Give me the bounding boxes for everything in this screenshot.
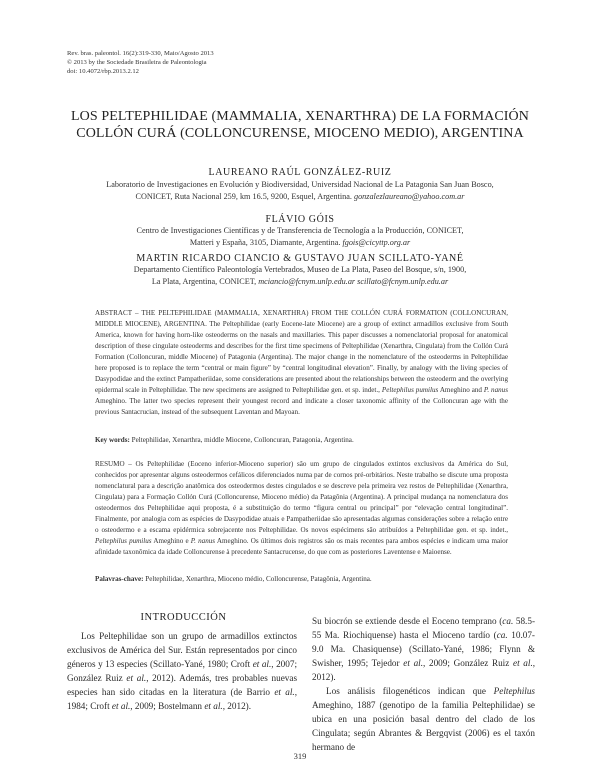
abstract: ABSTRACT – THE PELTEPHILIDAE (MAMMALIA, XENARTHRA) FROM THE COLLÓN CURÁ FORMATION (COLLONCURAN, MIDDLE MIOCENE), ARGENTINA. The Peltephilidae (early Eocene-late Miocene) are a group of extinct armadillos exclusive from South America, known for having horn-like osteoderms on the nasals and maxillaries. This paper discusses a nomenclatorial proposal for anatomical description of these cingulate osteoderms and describes for the first time specimens of Peltephilidae (Xenarthra, Cingulata) from the Collón Curá Formation (Colloncuran, middle Miocene) of Patagonia (Argentina). The major change in the nomenclature of the osteoderms in Peltephilidae here proposed is to replace the term “central or main figure” by “central longitudinal elevation”. Finally, by analogy with the living species of Dasypodidae and the extinct Pampatheriidae, some considerations are presented about the relationships between the osteoderm and the overlying epidermal scale in Peltephilidae. The new specimens are assigned to Peltephilidae gen. et sp. indet., Peltephilus pumilus Ameghino and P. nanus Ameghino. The latter two species represent their youngest record and indicate a closer taxonomic affinity of the Colloncuran age with the previous Santacrucian, instead of the subsequent Laventan and Mayoan. — [95, 309, 508, 416]
author-1-affiliation — [60, 179, 540, 202]
header-copyright: © 2013 by the Sociedade Brasileira de Paleontologia — [67, 59, 207, 66]
affiliation-line: CONICET, Ruta Nacional 259, km 16.5, 9200, Esquel, Argentina. gonzalezlaureano@yahoo.com.ar — [135, 191, 465, 201]
author-2-name: FLÁVIO GÓIS — [265, 214, 335, 225]
keywords: Key words: Peltephilidae, Xenarthra, middle Miocene, Colloncuran, Patagonia, Argentina. — [95, 436, 354, 444]
affiliation-line: Centro de Investigaciones Científicas y de Transferencia de Tecnología a la Producción, CONICET, — [136, 226, 464, 235]
author-1-name: LAUREANO RAÚL GONZÁLEZ-RUIZ — [208, 167, 392, 178]
header-doi: doi: 10.4072/rbp.2013.2.12 — [67, 68, 139, 75]
paragraph: Los análisis filogenéticos indican que Peltephilus Ameghino, 1887 (genotipo de la familia Peltephilidae) se ubica en una posición basal dentro del clado de los Cingulata; según Abrantes & Bergqvist (2006) es el taxón hermano de — [312, 686, 536, 752]
palavras-chave-label: Palavras-chave: — [95, 575, 144, 583]
author-2-affiliation — [60, 225, 540, 248]
resumo-label: RESUMO – — [95, 460, 132, 468]
journal-header — [67, 49, 214, 76]
resumo: RESUMO – Os Peltephilidae (Eoceno inferior-Mioceno superior) são um grupo de cingulados extintos exclusivos da América do Sul, conhecidos por apresentar alguns osteodermos cefálicos diferenciados numa par de cornos pré-orbitários. Neste trabalho se discute uma proposta nomenclatural para a descrição anatômica dos osteodermos destes cingulados e se descreve pela primeira vez restos de Peltephilidae (Xenarthra, Cingulata) para a Formação Collón Curá (Colloncurense, Mioceno médio) da Patagônia (Argentina). A principal mudança na nomenclatura dos osteodermos dos Peltephilidae aqui proposta, é a substituição do termo “figura central ou principal” por “elevação central longitudinal”. Finalmente, por analogia com as espécies de Dasypodidae atuais e Pampatheriidae são apresentadas algumas considerações sobre a relação entre o osteodermo e a escama epidérmica sobrejacente nos Peltephilidae. Os novos espécimens são atribuídos a Peltephilidae gen. et sp. indet., Peltephilus pumilus Ameghino e P. nanus Ameghino. Os últimos dois registros são os mais recentes para ambos espécies e indicam uma maior afinidade taxonômica da idade Colloncurense à precedente Santacrucense, do que com as posteriores Laventense e Maioense. — [95, 460, 508, 556]
section-heading-introduccion: INTRODUCCIÓN — [140, 612, 227, 623]
affiliation-line: Departamento Científico Paleontología Vertebrados, Museo de La Plata, Paseo del Bosque, s/n, 1900, — [133, 265, 467, 274]
right-column — [312, 614, 535, 754]
author-3-name: MARTIN RICARDO CIANCIO & GUSTAVO JUAN SCILLATO-YANÉ — [136, 253, 464, 264]
paragraph: Su biocrón se extiende desde el Eoceno temprano (ca. 58.5-55 Ma. Riochiquense) hasta el Mioceno tardío (ca. 10.07-9.0 Ma. Chasiquense) (Scillato-Yané, 1986; Flynn & Swisher, 1995; Tejedor et al., 2009; González Ruiz et al., 2012). — [312, 616, 536, 682]
paragraph: Los Peltephilidae son un grupo de armadillos extinctos exclusivos de América del Sur. Están representados por cinco géneros y 13 especies (Scillato-Yané, 1980; Croft et al., 2007; González Ruiz et al., 2012). Además, tres probables nuevas especies han sido citadas en la literatura (de Barrio et al., 1984; Croft et al., 2009; Bostelmann et al., 2012). — [67, 631, 298, 711]
affiliation-line: Matteri y España, 3105, Diamante, Argentina. fgois@cicyttp.org.ar — [189, 237, 411, 247]
left-column — [67, 629, 297, 713]
page-number: 319 — [293, 751, 307, 761]
author-3-affiliation — [60, 264, 540, 287]
affiliation-line: La Plata, Argentina, CONICET, mciancio@fcnym.unlp.edu.ar scillato@fcnym.unlp.edu.ar — [151, 276, 449, 286]
keywords-label: Key words: — [95, 436, 130, 444]
article-title — [60, 108, 540, 142]
abstract-label: ABSTRACT – — [95, 309, 139, 317]
title-line-2: COLLÓN CURÁ (COLLONCURENSE, MIOCENO MEDIO), ARGENTINA — [76, 126, 524, 141]
author-3-email[interactable]: mciancio@fcnym.unlp.edu.ar scillato@fcnym.unlp.edu.ar — [258, 276, 449, 286]
author-1-email[interactable]: gonzalezlaureano@yahoo.com.ar — [353, 191, 465, 201]
affiliation-line: Laboratorio de Investigaciones en Evolución y Biodiversidad, Universidad Nacional de La Patagonia San Juan Bosco, — [106, 180, 494, 189]
header-citation: Rev. bras. paleontol. 16(2):319-330, Maio/Agosto 2013 — [67, 50, 214, 57]
palavras-chave: Palavras-chave: Peltephilidae, Xenarthra, Mioceno médio, Colloncurense, Patagônia, Argentina. — [95, 575, 372, 583]
title-line-1: LOS PELTEPHILIDAE (MAMMALIA, XENARTHRA) DE LA FORMACIÓN — [71, 109, 529, 124]
author-2-email[interactable]: fgois@cicyttp.org.ar — [342, 237, 411, 247]
